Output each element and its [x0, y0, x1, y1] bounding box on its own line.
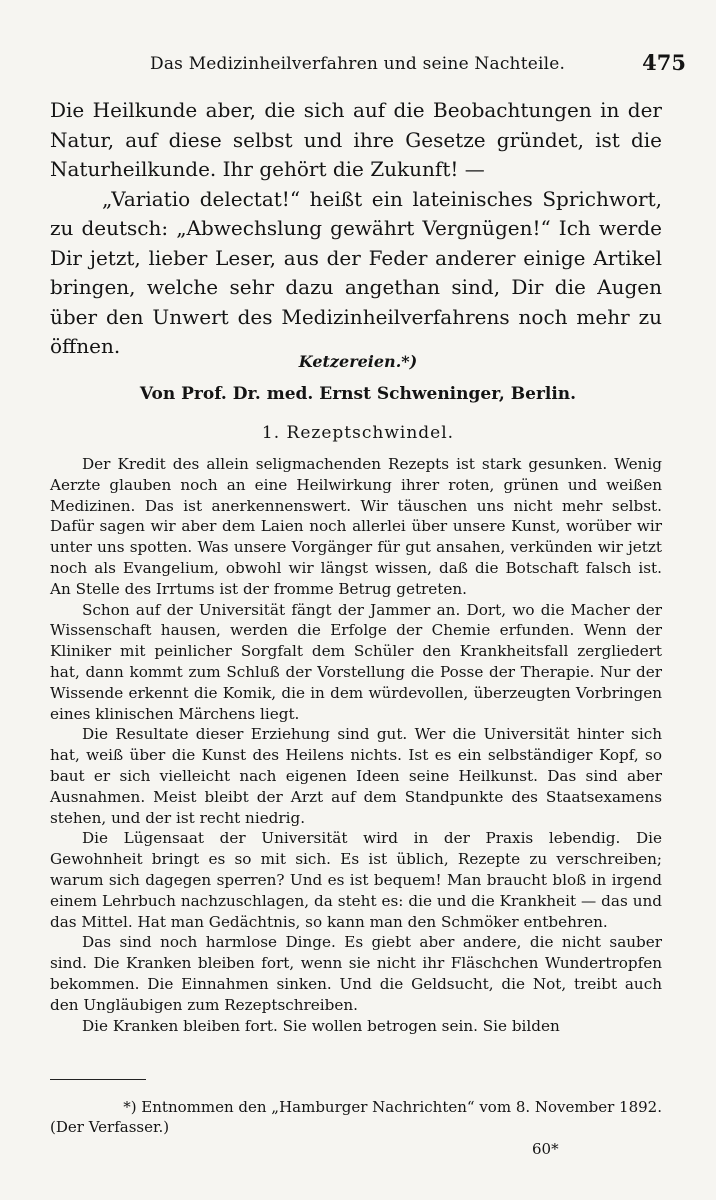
intro-paragraph: „Variatio delectat!“ heißt ein lateinisches Sprichwort, zu deutsch: „Abwechslung gewährt Vergnügen!“ Ich werde Dir jetzt, lieber Leser, aus der Feder anderer einige Artikel bringen, welche sehr dazu angethan sind, Dir die Augen über den Unwert des Medizinheilverfahrens noch mehr zu öffnen. [50, 186, 662, 358]
article-body [50, 454, 662, 1036]
body-paragraph: Das sind noch harmlose Dinge. Es giebt aber andere, die nicht sauber sind. Die Kranken bleiben fort, wenn sie nicht ihr Fläschchen Wundertropfen bekommen. Die Einnahmen sinken. Und die Geldsucht, die Not, treibt auch den Ungläubigen zum Rezeptschreiben. [50, 933, 662, 1014]
article-byline: Von Prof. Dr. med. Ernst Schweninger, Berlin. [139, 384, 577, 404]
body-paragraph: Die Resultate dieser Erziehung sind gut. Wer die Universität hinter sich hat, weiß über die Kunst des Heilens nichts. Ist es ein selbständiger Kopf, so baut er sich vielleicht nach eigenen Ideen seine Heilkunst. Das sind aber Ausnahmen. Meist bleibt der Arzt auf dem Standpunkte des Staatsexamens stehen, und der ist recht niedrig. [50, 725, 662, 827]
body-paragraph: Die Lügensaat der Universität wird in der Praxis lebendig. Die Gewohnheit bringt es so mit sich. Es ist üblich, Rezepte zu verschreiben; warum sich dagegen sperren? Und es ist bequem! Man braucht bloß in irgend einem Lehrbuch nachzuschlagen, da steht es: die und die Krankheit — das und das Mittel. Hat man Gedächtnis, so kann man den Schmöker entbehren. [50, 829, 662, 931]
intro-text [50, 96, 662, 362]
footnote-author-note: (Der Verfasser.) [50, 1118, 170, 1136]
running-head: Das Medizinheilverfahren und seine Nachteile. [150, 54, 566, 74]
signature-mark: 60* [532, 1140, 559, 1158]
footnote-source: *) Entnommen den „Hamburger Nachrichten“ vom 8. November 1892. [123, 1098, 662, 1116]
page-header [0, 48, 716, 78]
article-title: Ketzereien.*) [298, 352, 418, 371]
body-paragraph: Der Kredit des allein seligmachenden Rezepts ist stark gesunken. Wenig Aerzte glauben noch an eine Heilwirkung ihrer roten, grünen und weißen Medizinen. Das ist anerkennenswert. Wir täuschen uns nicht mehr selbst. Dafür sagen wir aber dem Laien noch allerlei über unsere Kunst, worüber wir unter uns spotten. Was unsere Vorgänger für gut ansahen, verkünden wir jetzt noch als Evangelium, obwohl wir längst wissen, daß die Botschaft falsch ist. An Stelle des Irrtums ist der fromme Betrug getreten. [50, 455, 662, 598]
footnote-rule [50, 1079, 146, 1080]
body-paragraph: Schon auf der Universität fängt der Jammer an. Dort, wo die Macher der Wissenschaft hausen, werden die Erfolge der Chemie erfunden. Wenn der Kliniker mit peinlicher Sorgfalt dem Schüler den Krankheitsfall zergliedert hat, dann kommt zum Schluß der Vorstellung die Posse der Therapie. Nur der Wissende erkennt die Komik, die in dem würdevollen, überzeugten Vorbringen eines klinischen Märchens liegt. [50, 600, 662, 723]
page-number: 475 [642, 50, 686, 75]
footnote [50, 1097, 662, 1137]
body-paragraph: Die Kranken bleiben fort. Sie wollen betrogen sein. Sie bilden [82, 1016, 560, 1035]
intro-paragraph: Die Heilkunde aber, die sich auf die Beobachtungen in der Natur, auf diese selbst und ihre Gesetze gründet, ist die Naturheilkunde. Ihr gehört die Zukunft! — [50, 98, 662, 181]
section-title: 1. Rezeptschwindel. [261, 423, 455, 443]
